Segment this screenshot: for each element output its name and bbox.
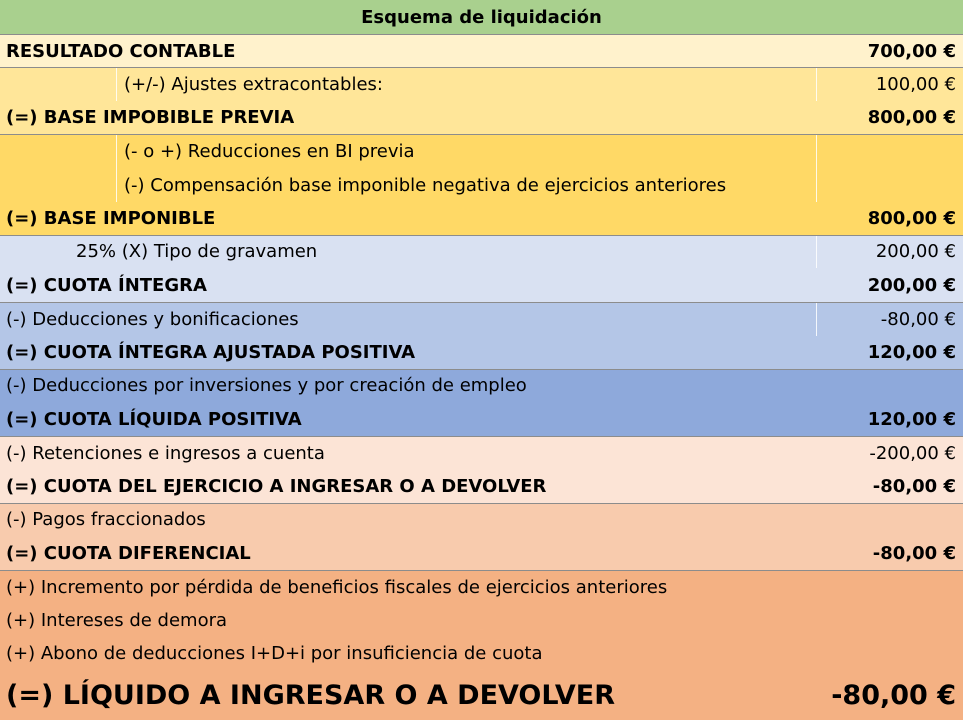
row-abono	[0, 637, 963, 670]
cuota-diferencial-label: (=) CUOTA DIFERENCIAL	[6, 542, 251, 564]
row-intereses	[0, 604, 963, 637]
intereses-label: (+) Intereses de demora	[6, 610, 228, 631]
cuota-integra-label: (=) CUOTA ÍNTEGRA	[6, 274, 207, 296]
row-deducciones	[0, 302, 963, 336]
row-pagos	[0, 503, 963, 536]
base-previa-label: (=) BASE IMPOBIBLE PREVIA	[6, 107, 295, 128]
tipo-value: 200,00 €	[875, 241, 956, 262]
table-title: Esquema de liquidación	[361, 7, 602, 28]
tipo-label: 25% (X) Tipo de gravamen	[76, 241, 318, 262]
row-base-imponible	[0, 202, 963, 235]
row-ajustes	[0, 68, 963, 101]
row-incremento	[0, 570, 963, 604]
row-cuota-integra	[0, 268, 963, 302]
divider	[0, 235, 963, 236]
deducciones-label: (-) Deducciones y bonificaciones	[6, 308, 299, 330]
cuota-integra-value: 200,00 €	[867, 274, 956, 296]
title-row	[0, 0, 963, 35]
base-previa-value: 800,00 €	[867, 107, 956, 128]
row-cuota-ejercicio	[0, 470, 963, 503]
divider	[0, 436, 963, 437]
row-compensacion	[0, 168, 963, 202]
liquido-value: -80,00 €	[831, 679, 956, 711]
pagos-label: (-) Pagos fraccionados	[6, 509, 206, 530]
cuota-liquida-value: 120,00 €	[867, 408, 956, 430]
row-base-previa	[0, 101, 963, 134]
row-cuota-diferencial	[0, 536, 963, 570]
liquido-label: (=) LÍQUIDO A INGRESAR O A DEVOLVER	[6, 679, 616, 711]
abono-label: (+) Abono de deducciones I+D+i por insuficiencia de cuota	[6, 643, 543, 664]
cuota-ejercicio-value: -80,00 €	[872, 476, 956, 497]
ajustes-value: 100,00 €	[875, 74, 956, 95]
deducciones-inversiones-label: (-) Deducciones por inversiones y por creación de empleo	[6, 375, 527, 396]
divider	[0, 570, 963, 571]
resultado-contable-label: RESULTADO CONTABLE	[6, 41, 236, 62]
row-tipo	[0, 235, 963, 268]
divider	[0, 134, 963, 135]
resultado-contable-value: 700,00 €	[867, 41, 956, 62]
retenciones-value: -200,00 €	[869, 442, 956, 464]
cuota-ajustada-value: 120,00 €	[867, 342, 956, 363]
row-cuota-liquida	[0, 402, 963, 436]
base-imponible-value: 800,00 €	[867, 208, 956, 229]
compensacion-label: (-) Compensación base imponible negativa de ejercicios anteriores	[124, 174, 727, 196]
divider	[0, 302, 963, 303]
deducciones-value: -80,00 €	[880, 308, 956, 330]
row-reducciones	[0, 134, 963, 168]
ajustes-label: (+/-) Ajustes extracontables:	[124, 74, 383, 95]
divider	[0, 369, 963, 370]
cuota-diferencial-value: -80,00 €	[872, 542, 956, 564]
cuota-ejercicio-label: (=) CUOTA DEL EJERCICIO A INGRESAR O A DEVOLVER	[6, 476, 547, 497]
cuota-ajustada-label: (=) CUOTA ÍNTEGRA AJUSTADA POSITIVA	[6, 342, 416, 363]
retenciones-label: (-) Retenciones e ingresos a cuenta	[6, 442, 325, 464]
base-imponible-label: (=) BASE IMPONIBLE	[6, 208, 216, 229]
row-liquido	[0, 670, 963, 720]
row-deducciones-inversiones	[0, 369, 963, 402]
incremento-label: (+) Incremento por pérdida de beneficios fiscales de ejercicios anteriores	[6, 576, 668, 598]
cuota-liquida-label: (=) CUOTA LÍQUIDA POSITIVA	[6, 408, 302, 430]
row-resultado-contable	[0, 35, 963, 68]
divider	[0, 67, 963, 68]
reducciones-label: (- o +) Reducciones en BI previa	[124, 140, 415, 162]
row-cuota-ajustada	[0, 336, 963, 369]
divider	[0, 34, 963, 35]
row-retenciones	[0, 436, 963, 470]
divider	[0, 503, 963, 504]
